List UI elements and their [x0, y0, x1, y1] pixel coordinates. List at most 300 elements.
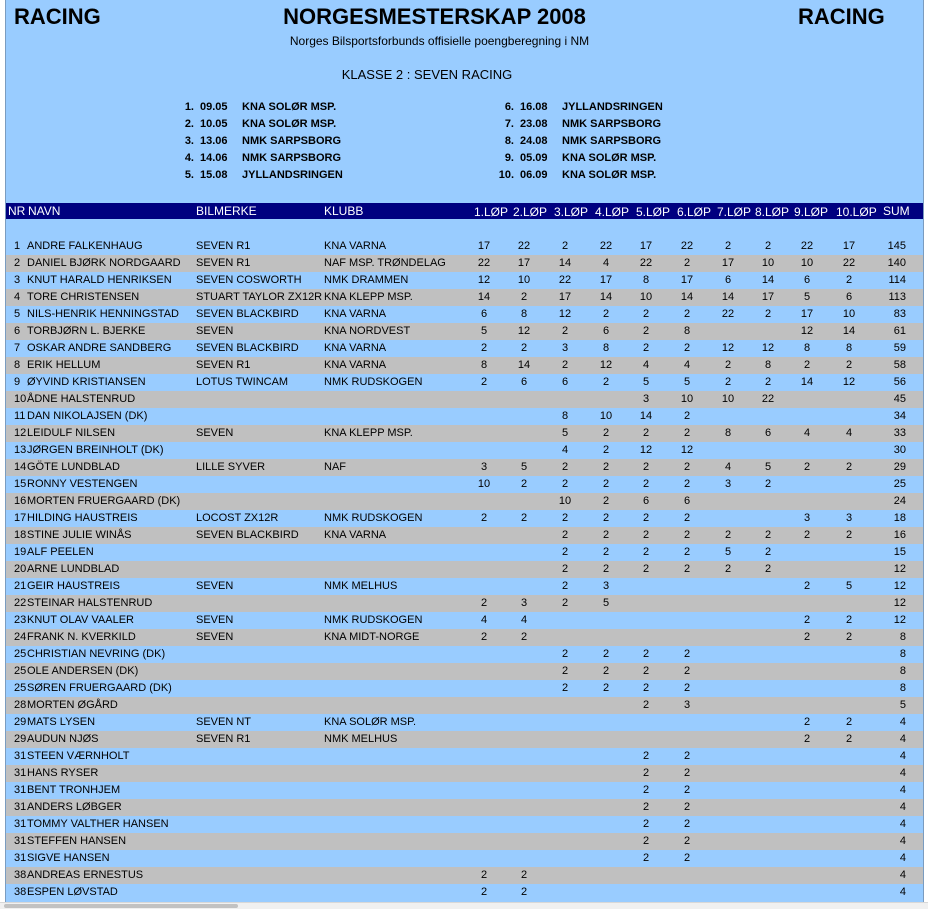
row-car-make: SEVEN BLACKBIRD: [196, 529, 299, 541]
row-race-points: 22: [639, 257, 653, 269]
row-race-points: 2: [683, 784, 691, 796]
row-car-make: SEVEN: [196, 614, 234, 626]
row-club: KNA VARNA: [324, 240, 387, 252]
row-race-points: 8: [480, 359, 488, 371]
row-race-points: 22: [800, 240, 814, 252]
row-race-points: 2: [683, 410, 691, 422]
row-race-points: 2: [683, 546, 691, 558]
row-race-points: 2: [602, 546, 610, 558]
row-club: NMK DRAMMEN: [324, 274, 409, 286]
row-total-points: 4: [899, 886, 906, 898]
row-race-points: 2: [561, 240, 569, 252]
row-race-points: 2: [480, 631, 488, 643]
row-race-points: 2: [561, 359, 569, 371]
row-race-points: 10: [842, 308, 856, 320]
row-position: 31: [14, 835, 27, 847]
table-row: [6, 238, 923, 255]
race-entry: [474, 118, 661, 135]
row-total-points: 15: [893, 546, 906, 558]
table-row: [6, 680, 923, 697]
row-race-points: 22: [477, 257, 491, 269]
row-race-points: 12: [761, 342, 775, 354]
table-row: [6, 816, 923, 833]
row-race-points: 5: [845, 580, 853, 592]
table-row: [6, 459, 923, 476]
row-race-points: 2: [642, 784, 650, 796]
race-venue: KNA SOLØR MSP.: [562, 169, 657, 181]
row-race-points: 2: [642, 818, 650, 830]
row-position: 12: [14, 427, 27, 439]
table-row: [6, 714, 923, 731]
row-race-points: 6: [642, 495, 650, 507]
row-race-points: 12: [599, 359, 613, 371]
row-total-points: 5: [899, 699, 906, 711]
row-position: 31: [14, 852, 27, 864]
race-date: 24.08: [520, 135, 548, 147]
row-race-points: 3: [602, 580, 610, 592]
row-race-points: 2: [602, 682, 610, 694]
table-row: [6, 612, 923, 629]
race-number: 8.: [504, 135, 514, 147]
row-race-points: 6: [561, 376, 569, 388]
race-venue: KNA SOLØR MSP.: [562, 152, 657, 164]
table-row: [6, 884, 923, 901]
row-race-points: 2: [561, 580, 569, 592]
row-position: 29: [14, 716, 27, 728]
row-total-points: 58: [893, 359, 906, 371]
row-driver-name: TOMMY VALTHER HANSEN: [27, 818, 169, 830]
row-race-points: 2: [642, 342, 650, 354]
row-total-points: 24: [893, 495, 906, 507]
race-entry: [474, 152, 656, 169]
row-race-points: 2: [480, 376, 488, 388]
row-total-points: 140: [887, 257, 906, 269]
row-race-points: 5: [602, 597, 610, 609]
table-row: [6, 578, 923, 595]
row-total-points: 12: [893, 597, 906, 609]
row-car-make: LILLE SYVER: [196, 461, 266, 473]
row-total-points: 34: [893, 410, 906, 422]
row-race-points: 6: [602, 325, 610, 337]
row-race-points: 3: [683, 699, 691, 711]
row-club: NAF: [324, 461, 346, 473]
row-race-points: 2: [724, 376, 732, 388]
row-race-points: 12: [477, 274, 491, 286]
class-title: KLASSE 2 : SEVEN RACING: [341, 67, 513, 82]
racing-label-right: RACING: [798, 4, 885, 29]
row-car-make: SEVEN BLACKBIRD: [196, 342, 299, 354]
row-race-points: 22: [721, 308, 735, 320]
table-row: [6, 391, 923, 408]
row-driver-name: STEEN VÆRNHOLT: [27, 750, 130, 762]
col-header-lop-2: 2.LØP: [513, 205, 548, 219]
row-race-points: 2: [683, 308, 691, 320]
row-race-points: 2: [520, 631, 528, 643]
race-entry: [154, 118, 336, 135]
row-race-points: 12: [842, 376, 856, 388]
table-row: [6, 442, 923, 459]
row-driver-name: MORTEN ØGÅRD: [27, 699, 118, 711]
row-position: 21: [14, 580, 27, 592]
row-race-points: 2: [602, 376, 610, 388]
row-total-points: 8: [899, 682, 906, 694]
row-race-points: 2: [520, 342, 528, 354]
row-race-points: 2: [561, 597, 569, 609]
col-header-sum: SUM: [883, 204, 910, 218]
row-race-points: 4: [724, 461, 732, 473]
col-header-lop-10: 10.LØP: [836, 205, 877, 219]
row-position: 11: [14, 410, 26, 422]
table-row: [6, 476, 923, 493]
row-race-points: 2: [520, 478, 528, 490]
race-number: 5.: [184, 169, 194, 181]
row-total-points: 8: [899, 665, 906, 677]
row-position: 31: [14, 801, 27, 813]
row-race-points: 10: [761, 257, 775, 269]
row-race-points: 2: [520, 886, 528, 898]
row-position: 38: [14, 869, 27, 881]
row-position: 4: [14, 291, 21, 303]
row-race-points: 4: [480, 614, 488, 626]
row-race-points: 5: [683, 376, 691, 388]
row-club: KNA KLEPP MSP.: [324, 427, 413, 439]
row-driver-name: ANDRE FALKENHAUG: [27, 240, 143, 252]
race-date: 10.05: [200, 118, 228, 130]
table-row: [6, 833, 923, 850]
row-total-points: 4: [899, 818, 906, 830]
row-driver-name: TORE CHRISTENSEN: [27, 291, 140, 303]
row-race-points: 14: [477, 291, 491, 303]
table-row: [6, 510, 923, 527]
row-position: 5: [14, 308, 21, 320]
col-header-lop-1: 1.LØP: [474, 205, 509, 219]
row-position: 29: [14, 733, 27, 745]
race-number: 1.: [184, 101, 194, 113]
race-entry: [154, 169, 343, 186]
row-race-points: 22: [558, 274, 572, 286]
row-race-points: 10: [680, 393, 694, 405]
row-race-points: 2: [602, 478, 610, 490]
row-driver-name: GÖTE LUNDBLAD: [27, 461, 120, 473]
row-race-points: 10: [800, 257, 814, 269]
row-total-points: 4: [899, 716, 906, 728]
row-driver-name: ANDREAS ERNESTUS: [27, 869, 144, 881]
row-total-points: 4: [899, 784, 906, 796]
row-race-points: 2: [845, 461, 853, 473]
row-driver-name: HILDING HAUSTREIS: [27, 512, 138, 524]
row-position: 8: [14, 359, 21, 371]
row-total-points: 18: [893, 512, 906, 524]
row-race-points: 2: [683, 818, 691, 830]
col-header-bilmerke: BILMERKE: [196, 204, 257, 218]
row-total-points: 8: [899, 631, 906, 643]
row-race-points: 2: [764, 240, 772, 252]
row-driver-name: ERIK HELLUM: [27, 359, 101, 371]
row-total-points: 4: [899, 767, 906, 779]
row-club: KNA KLEPP MSP.: [324, 291, 413, 303]
table-row: [6, 748, 923, 765]
row-total-points: 61: [893, 325, 906, 337]
race-number: 10.: [498, 169, 514, 181]
row-total-points: 4: [899, 750, 906, 762]
row-race-points: 22: [761, 393, 775, 405]
row-race-points: 17: [761, 291, 775, 303]
row-race-points: 2: [561, 529, 569, 541]
col-header-lop-7: 7.LØP: [717, 205, 752, 219]
table-row: [6, 357, 923, 374]
row-race-points: 2: [480, 597, 488, 609]
row-race-points: 2: [642, 852, 650, 864]
row-race-points: 2: [520, 291, 528, 303]
row-race-points: 5: [561, 427, 569, 439]
row-race-points: 2: [642, 478, 650, 490]
row-car-make: STUART TAYLOR ZX12R: [196, 291, 323, 303]
row-race-points: 2: [803, 359, 811, 371]
row-race-points: 3: [480, 461, 488, 473]
table-row: [6, 765, 923, 782]
row-position: 1: [14, 240, 21, 252]
row-race-points: 22: [517, 240, 531, 252]
row-race-points: 2: [803, 529, 811, 541]
row-race-points: 17: [721, 257, 735, 269]
row-race-points: 2: [561, 648, 569, 660]
race-number: 2.: [184, 118, 194, 130]
table-row: [6, 272, 923, 289]
row-race-points: 2: [602, 427, 610, 439]
row-race-points: 10: [477, 478, 491, 490]
row-club: KNA VARNA: [324, 342, 387, 354]
col-header-lop-6: 6.LØP: [677, 205, 712, 219]
row-race-points: 8: [683, 325, 691, 337]
table-row: [6, 697, 923, 714]
row-car-make: SEVEN BLACKBIRD: [196, 308, 299, 320]
row-position: 25: [14, 682, 27, 694]
row-race-points: 2: [803, 716, 811, 728]
row-position: 28: [14, 699, 27, 711]
row-club: NMK MELHUS: [324, 580, 398, 592]
row-total-points: 114: [888, 274, 906, 286]
row-driver-name: ÅDNE HALSTENRUD: [27, 393, 136, 405]
row-driver-name: SØREN FRUERGAARD (DK): [27, 682, 172, 694]
race-date: 05.09: [520, 152, 548, 164]
row-driver-name: STEFFEN HANSEN: [27, 835, 127, 847]
row-race-points: 4: [845, 427, 853, 439]
row-race-points: 8: [724, 427, 732, 439]
row-race-points: 17: [842, 240, 856, 252]
table-row: [6, 731, 923, 748]
row-total-points: 59: [893, 342, 906, 354]
row-race-points: 2: [602, 665, 610, 677]
row-race-points: 2: [683, 852, 691, 864]
row-car-make: SEVEN R1: [196, 359, 251, 371]
row-position: 25: [14, 665, 27, 677]
row-race-points: 2: [642, 563, 650, 575]
row-club: KNA VARNA: [324, 359, 387, 371]
row-race-points: 17: [477, 240, 491, 252]
row-club: KNA VARNA: [324, 308, 387, 320]
row-club: NAF MSP. TRØNDELAG: [324, 257, 446, 269]
row-position: 23: [14, 614, 27, 626]
row-race-points: 2: [642, 750, 650, 762]
row-race-points: 2: [642, 767, 650, 779]
row-race-points: 2: [642, 682, 650, 694]
row-race-points: 2: [602, 444, 610, 456]
table-row: [6, 561, 923, 578]
race-date: 13.06: [200, 135, 228, 147]
row-race-points: 22: [680, 240, 694, 252]
row-race-points: 3: [520, 597, 528, 609]
row-race-points: 2: [845, 274, 853, 286]
row-race-points: 8: [845, 342, 853, 354]
row-total-points: 29: [893, 461, 906, 473]
row-car-make: SEVEN: [196, 427, 234, 439]
table-row: [6, 595, 923, 612]
row-position: 18: [14, 529, 27, 541]
row-race-points: 2: [683, 461, 691, 473]
row-race-points: 4: [520, 614, 528, 626]
row-race-points: 2: [764, 563, 772, 575]
row-total-points: 145: [887, 240, 906, 252]
row-club: KNA MIDT-NORGE: [324, 631, 420, 643]
row-race-points: 2: [642, 427, 650, 439]
row-race-points: 12: [558, 308, 572, 320]
row-race-points: 2: [764, 546, 772, 558]
row-race-points: 17: [558, 291, 572, 303]
row-race-points: 12: [721, 342, 735, 354]
row-club: KNA NORDVEST: [324, 325, 411, 337]
row-total-points: 12: [893, 563, 906, 575]
row-driver-name: HANS RYSER: [27, 767, 99, 779]
row-race-points: 22: [599, 240, 613, 252]
row-driver-name: KNUT HARALD HENRIKSEN: [27, 274, 172, 286]
row-driver-name: ALF PEELEN: [27, 546, 94, 558]
row-driver-name: JØRGEN BREINHOLT (DK): [27, 444, 164, 456]
col-header-lop-3: 3.LØP: [554, 205, 589, 219]
row-total-points: 4: [899, 852, 906, 864]
race-venue: NMK SARPSBORG: [562, 118, 662, 130]
row-driver-name: ESPEN LØVSTAD: [27, 886, 118, 898]
row-car-make: LOCOST ZX12R: [196, 512, 279, 524]
row-car-make: SEVEN R1: [196, 733, 251, 745]
row-driver-name: FRANK N. KVERKILD: [27, 631, 136, 643]
row-race-points: 2: [520, 869, 528, 881]
row-race-points: 2: [642, 665, 650, 677]
row-race-points: 2: [803, 580, 811, 592]
row-race-points: 2: [683, 512, 691, 524]
row-race-points: 2: [803, 631, 811, 643]
row-race-points: 2: [683, 750, 691, 762]
page-title: NORGESMESTERSKAP 2008: [283, 4, 586, 29]
row-race-points: 2: [764, 308, 772, 320]
row-driver-name: BENT TRONHJEM: [27, 784, 121, 796]
race-date: 23.08: [520, 118, 548, 130]
row-race-points: 2: [724, 359, 732, 371]
row-race-points: 2: [480, 869, 488, 881]
row-race-points: 3: [724, 478, 732, 490]
row-race-points: 4: [803, 427, 811, 439]
race-number: 6.: [504, 101, 514, 113]
row-race-points: 6: [683, 495, 691, 507]
row-race-points: 2: [561, 512, 569, 524]
row-driver-name: CHRISTIAN NEVRING (DK): [27, 648, 166, 660]
table-row: [6, 782, 923, 799]
row-race-points: 2: [764, 529, 772, 541]
row-race-points: 17: [599, 274, 613, 286]
row-race-points: 2: [803, 614, 811, 626]
race-date: 15.08: [200, 169, 228, 181]
row-race-points: 2: [683, 682, 691, 694]
race-date: 16.08: [520, 101, 548, 113]
row-driver-name: OLE ANDERSEN (DK): [27, 665, 139, 677]
row-race-points: 2: [683, 767, 691, 779]
table-row: [6, 646, 923, 663]
row-race-points: 2: [724, 563, 732, 575]
row-race-points: 2: [561, 461, 569, 473]
row-race-points: 14: [558, 257, 572, 269]
row-race-points: 2: [642, 546, 650, 558]
row-race-points: 10: [721, 393, 735, 405]
racing-label-left: RACING: [14, 4, 101, 29]
row-race-points: 2: [642, 835, 650, 847]
row-race-points: 2: [602, 308, 610, 320]
table-row: [6, 306, 923, 323]
row-race-points: 2: [845, 614, 853, 626]
race-entry: [154, 152, 341, 169]
row-race-points: 5: [642, 376, 650, 388]
row-race-points: 14: [680, 291, 694, 303]
row-race-points: 2: [480, 886, 488, 898]
row-driver-name: KNUT OLAV VAALER: [27, 614, 134, 626]
race-venue: KNA SOLØR MSP.: [242, 118, 337, 130]
row-race-points: 2: [683, 665, 691, 677]
row-total-points: 4: [899, 801, 906, 813]
row-race-points: 12: [517, 325, 531, 337]
row-race-points: 2: [845, 631, 853, 643]
col-header-lop-9: 9.LØP: [794, 205, 829, 219]
row-driver-name: RONNY VESTENGEN: [27, 478, 138, 490]
page-subtitle: Norges Bilsportsforbunds offisielle poengberegning i NM: [289, 34, 590, 48]
scrollbar-thumb[interactable]: [4, 904, 238, 908]
col-header-navn: NAVN: [28, 204, 61, 218]
row-race-points: 17: [639, 240, 653, 252]
race-venue: JYLLANDSRINGEN: [242, 169, 343, 181]
row-car-make: SEVEN COSWORTH: [196, 274, 302, 286]
row-race-points: 2: [561, 563, 569, 575]
race-entry: [474, 135, 661, 152]
row-race-points: 3: [845, 512, 853, 524]
table-row: [6, 408, 923, 425]
row-driver-name: TORBJØRN L. BJERKE: [27, 325, 146, 337]
race-number: 3.: [184, 135, 194, 147]
row-race-points: 6: [764, 427, 772, 439]
row-position: 31: [14, 818, 27, 830]
row-race-points: 3: [561, 342, 569, 354]
row-race-points: 5: [520, 461, 528, 473]
row-race-points: 2: [683, 835, 691, 847]
row-total-points: 4: [899, 733, 906, 745]
row-race-points: 2: [683, 563, 691, 575]
table-row: [6, 323, 923, 340]
row-race-points: 2: [602, 529, 610, 541]
row-position: 15: [14, 478, 27, 490]
row-race-points: 2: [683, 427, 691, 439]
table-row: [6, 374, 923, 391]
row-total-points: 12: [893, 580, 906, 592]
row-driver-name: DAN NIKOLAJSEN (DK): [27, 410, 148, 422]
row-total-points: 113: [888, 291, 906, 303]
row-race-points: 4: [683, 359, 691, 371]
row-driver-name: LEIDULF NILSEN: [27, 427, 116, 439]
